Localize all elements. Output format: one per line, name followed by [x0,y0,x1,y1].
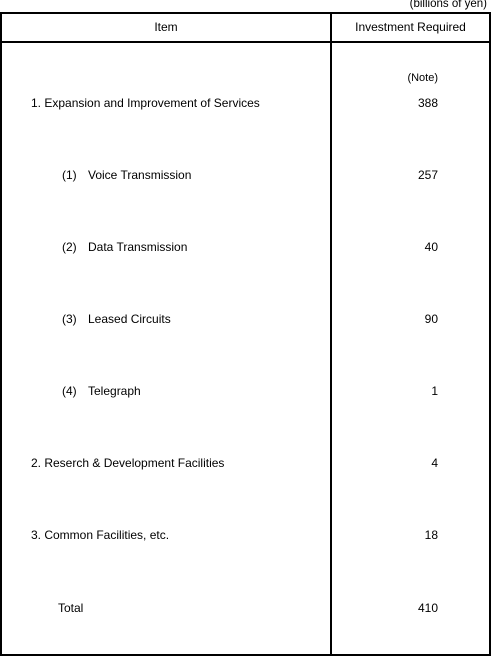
row-label: Leased Circuits [88,312,171,326]
row-label: 1. Expansion and Improvement of Services [31,96,260,110]
row-value: 1 [431,384,438,398]
total-value: 410 [417,601,438,615]
header-divider [2,41,489,43]
row-label: 2. Reserch & Development Facilities [31,456,225,470]
row-value: 388 [417,96,438,110]
row-number: (2) [62,240,77,254]
row-value: 4 [431,456,438,470]
row-number: (3) [62,312,77,326]
total-row [2,601,489,617]
investment-table [0,12,491,656]
table-row [2,384,489,400]
total-label: Total [58,601,84,615]
row-label: Voice Transmission [88,168,192,182]
row-value: 40 [424,240,438,254]
row-label: 3. Common Facilities, etc. [31,528,170,542]
row-value: 18 [424,528,438,542]
table-row [2,528,489,544]
row-label: Telegraph [88,384,141,398]
table-row [2,456,489,472]
row-number: (1) [62,168,77,182]
row-label: Data Transmission [88,240,188,254]
row-number: (4) [62,384,77,398]
note-label: (Note) [407,72,438,84]
row-value: 257 [417,168,438,182]
table-row [2,96,489,112]
header-investment-required: Investment Required [355,20,466,34]
header-item: Item [154,20,178,34]
units-caption: (billions of yen) [409,0,487,10]
table-row [2,168,489,184]
row-value: 90 [424,312,438,326]
table-row [2,240,489,256]
table-row [2,312,489,328]
